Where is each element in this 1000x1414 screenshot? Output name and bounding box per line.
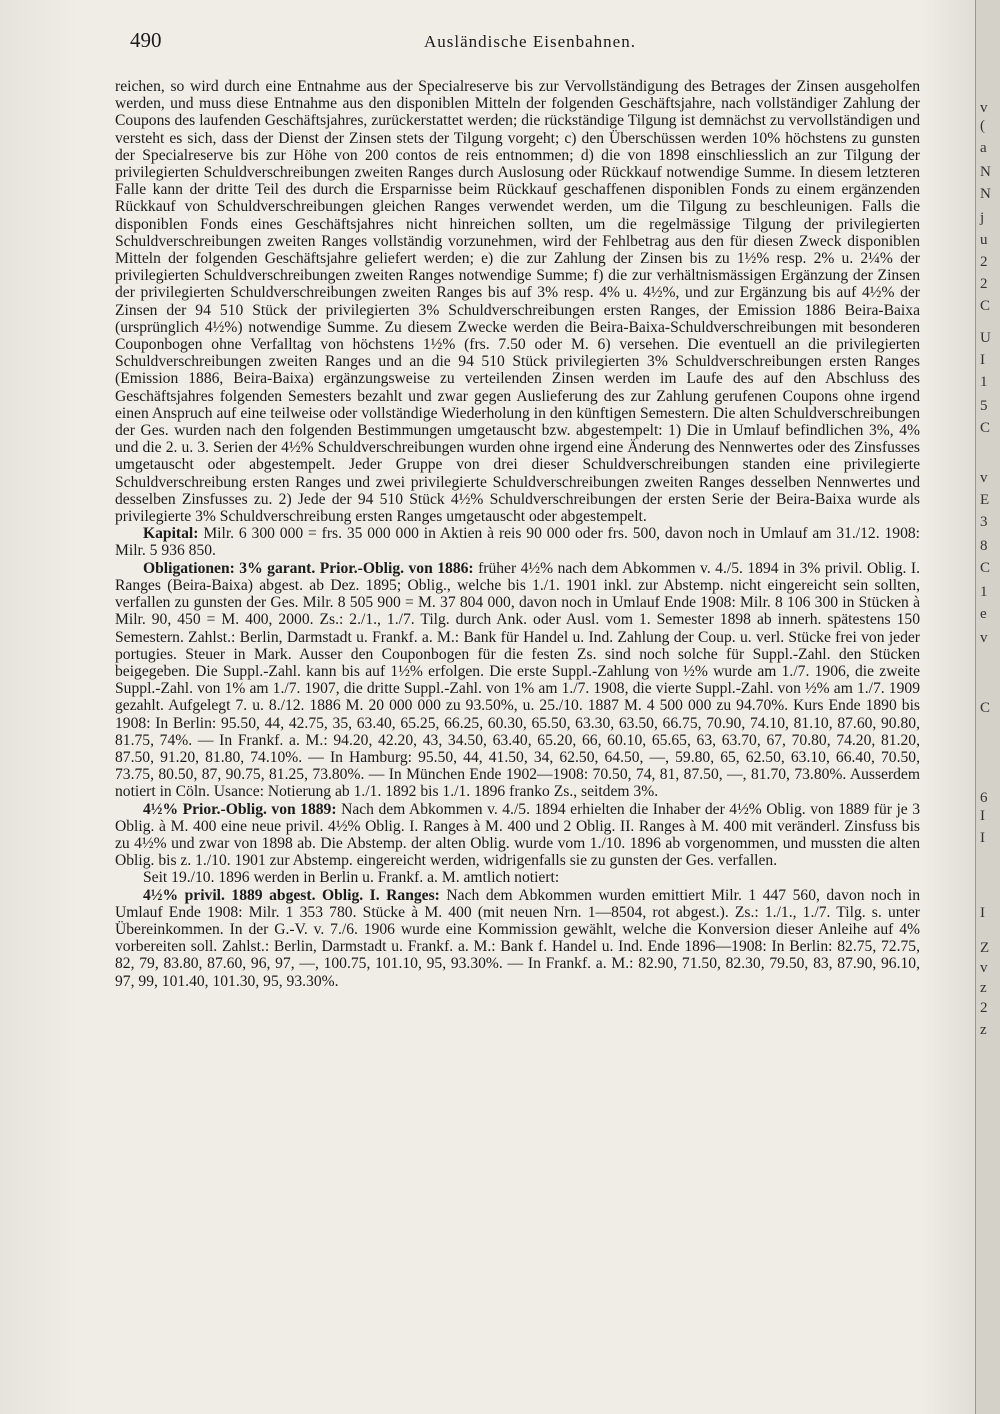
- margin-fragment: 2: [980, 1000, 988, 1016]
- margin-fragment: j: [980, 210, 985, 226]
- margin-fragment: v: [980, 100, 988, 116]
- margin-fragment: 2: [980, 276, 988, 292]
- margin-fragment: I: [980, 905, 985, 921]
- margin-fragment: C: [980, 298, 991, 314]
- margin-fragment: v: [980, 630, 988, 646]
- margin-fragment: C: [980, 560, 991, 576]
- margin-fragment: 1: [980, 374, 988, 390]
- kapital-label: Kapital:: [143, 525, 199, 543]
- margin-fragment: I: [980, 808, 985, 824]
- adjacent-page-edge: [975, 0, 1000, 1414]
- prior-1889-text: Nach dem Abkommen v. 4./5. 1894 erhielten die Inhaber der 4½% Oblig. von 1889 für je 3 Oblig. à M. 400 eine neue privil. 4½% Oblig. I. Ranges à M. 400 und 2 Oblig. II. Ranges à M. 400 mit veränderl. Zinsfuss bis zu 4½% und zwar von 1898 ab. Die Abstemp. der alten Oblig. wurde vom 1./10. 1896 ab vorgenommen, und mussten die alten Oblig. bis z. 1./10. 1901 zur Abstemp. eingereicht werden, widrigenfalls sie zu gunsten der Ges. verfallen.: [115, 800, 920, 870]
- margin-fragment: 6: [980, 790, 988, 806]
- paragraph-privil-1889: [115, 887, 920, 990]
- margin-fragment: I: [980, 352, 985, 368]
- margin-fragment: e: [980, 606, 987, 622]
- paragraph-obligationen: [115, 560, 920, 801]
- margin-fragment: N: [980, 164, 991, 180]
- margin-fragment: 8: [980, 538, 988, 554]
- paragraph-kapital: [115, 525, 920, 559]
- margin-fragment: C: [980, 420, 991, 436]
- obligationen-text: früher 4½% nach dem Abkommen v. 4./5. 1894 in 3% privil. Oblig. I. Ranges (Beira-Baixa) abgest. ab Dez. 1895; Oblig., welche bis 1./1. 1901 inkl. zur Abstemp. nicht eingereicht sein sollten, verfallen zu gunsten der Ges. Milr. 8 505 900 = M. 37 804 000, davon noch in Umlauf Ende 1908: Milr. 8 106 300 in Stücken à Milr. 90, 450 = M. 400, 2000. Zs.: 2./1., 1./7. Tilg. durch Ank. oder Ausl. vom 1. Semester 1898 ab innerh. spätestens 150 Semestern. Zahlst.: Berlin, Darmstadt u. Frankf. a. M.: Bank für Handel u. Ind. Zahlung der Coup. u. verl. Stücke frei von jeder portugies. Steuer in Mark. Ausser den Couponbogen für die festen Zs. sind noch solche für Suppl.-Zahl. den Stücken beigegeben. Die Suppl.-Zahl. kann bis auf 1½% erfolgen. Die erste Suppl.-Zahlung von ½% wurde am 1./7. 1906, die zweite Suppl.-Zahl. von 1% am 1./7. 1907, die dritte Suppl.-Zahl. von 1% am 1./7. 1908, die vierte Suppl.-Zahl. von ½% am 1./7. 1909 gezahlt. Aufgelegt 7. u. 8./12. 1886 M. 20 000 000 zu 93.50%, u. 25./10. 1887 M. 4 500 000 zu 94.70%. Kurs Ende 1890 bis 1908: In Berlin: 95.50, 44, 42.75, 35, 63.40, 65.25, 66.25, 60.30, 65.50, 63.30, 63.50, 66.75, 70.90, 74.10, 81.10, 87.60, 90.80, 81.75, 74%. — In Frankf. a. M.: 94.20, 42.20, 43, 34.50, 63.40, 65.20, 66, 60.10, 65.65, 63, 63.70, 67, 70.80, 74.20, 81.20, 87.50, 91.20, 81.80, 74.10%. — In Hamburg: 95.50, 44, 41.50, 34, 62.50, 64.50, —, 59.80, 65, 62.50, 63.10, 66.40, 70.50, 73.75, 80.50, 87, 90.75, 81.25, 73.80%. — In München Ende 1902—1908: 70.50, 74, 81, 87.50, —, 81.70, 73.80%. Ausserdem notiert in Cöln. Usance: Notierung ab 1./1. 1892 bis 1./1. 1896 franko Zs., seitdem 3%.: [115, 559, 920, 801]
- paragraph-seit: Seit 19./10. 1896 werden in Berlin u. Frankf. a. M. amtlich notiert:: [143, 869, 560, 887]
- margin-fragment: z: [980, 1022, 987, 1038]
- page-number: 490: [130, 28, 162, 52]
- margin-fragment: U: [980, 330, 991, 346]
- margin-fragment: v: [980, 470, 988, 486]
- margin-fragment: (: [980, 118, 985, 134]
- margin-fragment: Z: [980, 940, 990, 956]
- margin-fragment: u: [980, 232, 988, 248]
- paragraph-continued: reichen, so wird durch eine Entnahme aus der Specialreserve bis zur Vervollständigung des Betrages der Zinsen ausgeholfen werden, und muss diese Entnahme aus den disponiblen Mitteln der folgenden Geschäftsjahre, nach vollständiger Zahlung der Coupons des laufenden Geschäftsjahres, zurückerstattet werden; die rückständige Tilgung ist demnächst zu vervollständigen und versteht es sich, dass der Dienst der Zinsen stets der Tilgung vorgeht; c) den Überschüssen werden 10% höchstens zu gunsten der Specialreserve bis zur Höhe von 200 contos de reis entnommen; d) die von 1898 einschliesslich an zur Tilgung der privilegierten Schuldverschreibungen zweiten Ranges durch Auslosung oder Rückkauf notwendige Summe. In diesem letzteren Falle kann der dritte Teil des durch die Ersparnisse beim Rückkauf geschaffenen disponiblen Fonds zu einem ergänzenden Rückkauf von Schuldverschreibungen gleichen Ranges verwendet werden, um die Tilgung zu beschleunigen. Falls die disponiblen Fonds eines Geschäftsjahres nicht hinreichen sollten, um die regelmässige Tilgung der privilegierten Schuldverschreibungen zweiten Ranges vollständig vorzunehmen, wird der Fehlbetrag aus den für diesen Zweck disponiblen Mitteln der folgenden Geschäftsjahre geliefert werden; e) die zur Zahlung der Zinsen bis zu 1½% resp. 2% u. 2¼% der privilegierten Schuldverschreibungen zweiten Ranges notwendige Summe; f) die zur verhältnismässigen Ergänzung der Zinsen der privilegierten Schuldverschreibungen zweiten Ranges bis auf 3% resp. 4% u. 4½%, und zur Ergänzung bis auf 4½% der Zinsen der 94 510 Stück der privilegierten 3% Schuldverschreibungen ersten Ranges, der Emission 1886 Beira-Baixa (ursprünglich 4½%) notwendige Summe. Zu diesem Zwecke werden die Beira-Baixa-Schuldverschreibungen mit besonderen Couponbogen ohne Verfalltag von höchstens 1½% (frs. 7.50 oder M. 6) versehen. Die eventuell an die privilegierten Schuldverschreibungen zweiten Ranges und an die 94 510 Stück privilegierten 3% Schuldverschreibungen ersten Ranges (Emission 1886, Beira-Baixa) ergänzungsweise zu verteilenden Zinsen werden im Laufe des auf den Abschluss des Geschäftsjahres folgenden Semesters bezahlt und zwar gegen Auslieferung des zur Zahlung gerufenen Coupons ohne irgend einen Anspruch auf eine teilweise oder vollständige Wiederholung in den künftigen Semestern. Die alten Schuldverschreibungen der Ges. wurden nach den folgenden Bestimmungen umgetauscht bzw. abgestempelt: 1) Die in Umlauf befindlichen 3%, 4% und die 2. u. 3. Serien der 4½% Schuldverschreibungen wurden ohne irgend eine Änderung des Nennwertes oder des Zinsfusses umgetauscht oder abgestempelt. Jeder Gruppe von drei dieser Schuldverschreibungen standen eine privilegierte Schuldverschreibung ersten Ranges und zwei privilegierte Schuldverschreibungen zweiten Ranges desselben Nennwertes und desselben Zinsfusses zu. 2) Jede der 94 510 Stück 4½% Schuldverschreibungen der ersten Serie der Beira-Baixa wurde als privilegierte 3% Schuldverschreibung ersten Ranges umgetauscht oder abgestempelt.: [115, 78, 920, 526]
- margin-fragment: E: [980, 492, 990, 508]
- margin-fragment: a: [980, 140, 987, 156]
- prior-1889-label: 4½% Prior.-Oblig. von 1889:: [143, 800, 337, 818]
- privil-1889-label: 4½% privil. 1889 abgest. Oblig. I. Ranges:: [143, 886, 440, 904]
- margin-fragment: C: [980, 700, 991, 716]
- margin-fragment: 1: [980, 584, 988, 600]
- running-title: Ausländische Eisenbahnen.: [424, 32, 636, 51]
- margin-fragment: v: [980, 960, 988, 976]
- paragraph-prior-1889: [115, 801, 920, 870]
- obligationen-label: Obligationen: 3% garant. Prior.-Oblig. von 1886:: [143, 559, 474, 577]
- margin-fragment: z: [980, 980, 987, 996]
- margin-fragment: I: [980, 830, 985, 846]
- page-body: [115, 78, 920, 990]
- kapital-text: Milr. 6 300 000 = frs. 35 000 000 in Aktien à reis 90 000 oder frs. 500, davon noch in Umlauf am 31./12. 1908: Milr. 5 936 850.: [115, 525, 920, 560]
- margin-fragment: 5: [980, 398, 988, 414]
- margin-fragment: 2: [980, 254, 988, 270]
- margin-fragment: 3: [980, 514, 988, 530]
- privil-1889-text: Nach dem Abkommen wurden emittiert Milr. 1 447 560, davon noch in Umlauf Ende 1908: Milr. 1 353 780. Stücke à M. 400 (mit neuen Nrn. 1—8504, rot abgest.). Zs.: 1./1., 1./7. Tilg. s. unter Übereinkommen. In der G.-V. v. 7./6. 1906 wurde eine Kommission gewählt, welche die Konversion dieser Anleihe auf 4% vorbereiten soll. Zahlst.: Berlin, Darmstadt u. Frankf. a. M.: Bank f. Handel u. Ind. Ende 1896—1908: In Berlin: 82.75, 72.75, 82, 79, 83.80, 87.60, 96, 97, —, 100.75, 101.10, 95, 93.30%. — In Frankf. a. M.: 82.90, 71.50, 82.30, 79.50, 83, 87.90, 96.10, 97, 99, 101.40, 101.30, 95, 93.30%.: [115, 886, 921, 990]
- margin-fragment: N: [980, 186, 991, 202]
